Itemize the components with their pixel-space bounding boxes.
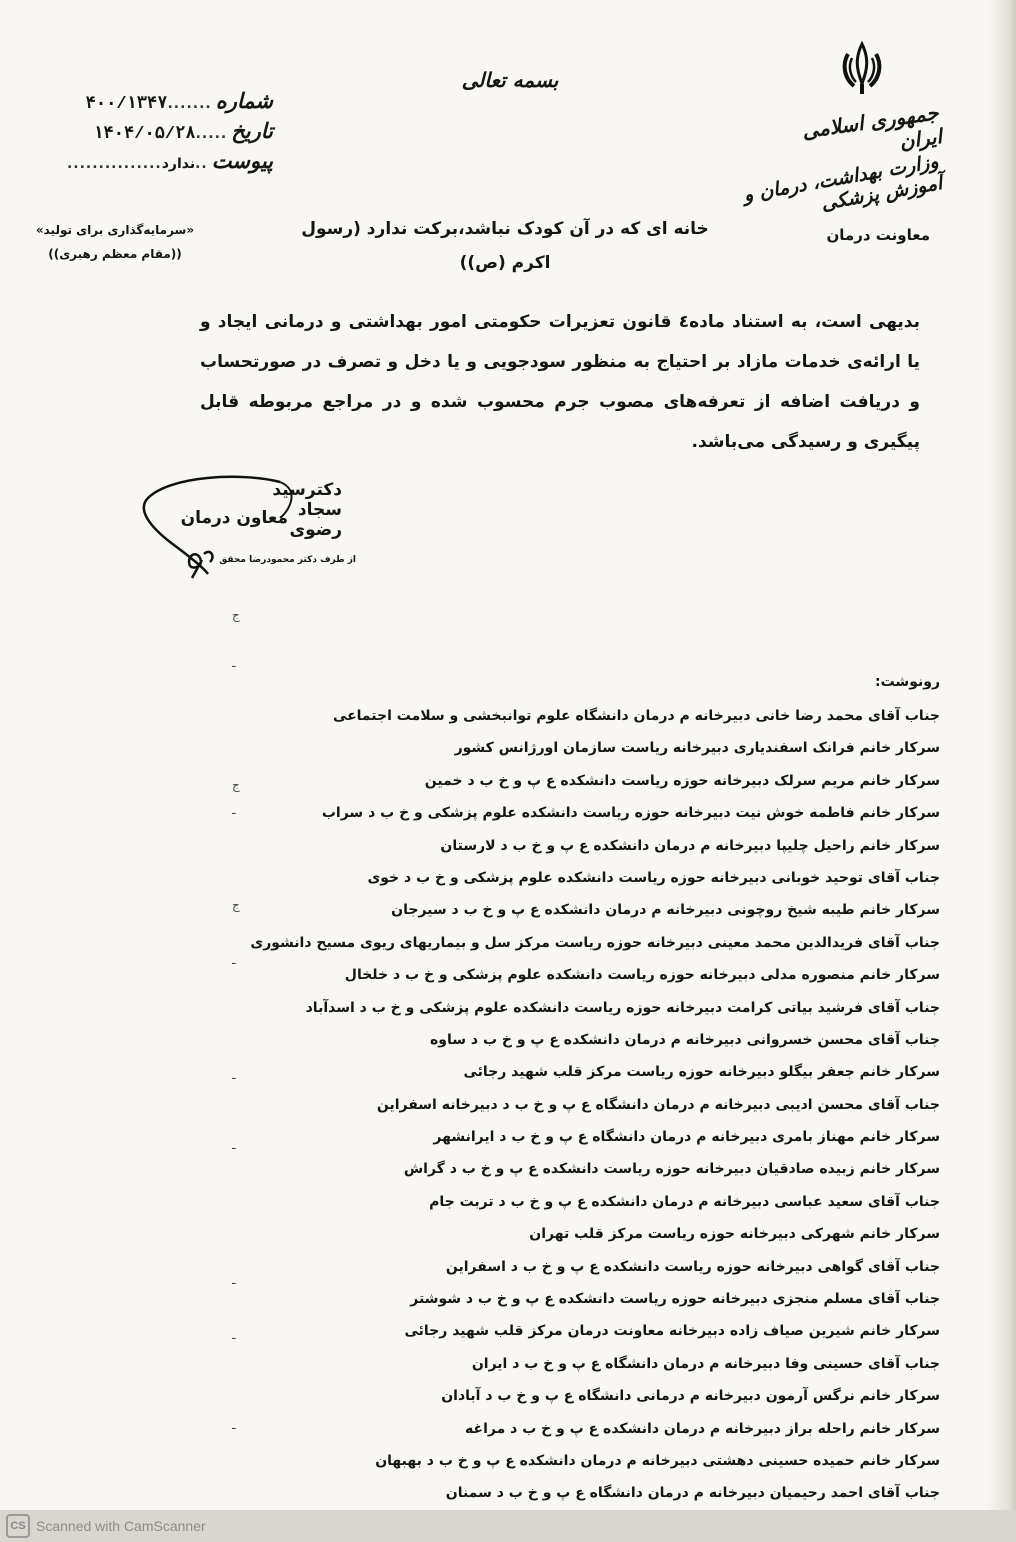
letter-meta (66, 88, 273, 178)
basmala: بسمه تعالی (461, 68, 559, 92)
hadith: خانه ای که در آن کودک نباشد،برکت ندارد (رسول اکرم (ص)) (301, 219, 709, 273)
cc-item: سرکار خانم شهرکی دبیرخانه حوزه ریاست مرکز قلب تهران (529, 1226, 940, 1243)
signatory-note: از طرف دکتر محمودرضا محقق (219, 555, 356, 565)
margin-mark: ـ (232, 1418, 236, 1432)
margin-mark: ـ (232, 953, 236, 967)
slogan (30, 218, 200, 266)
margin-mark: ج (232, 778, 240, 792)
deputy-title: معاونت درمان (826, 226, 930, 244)
cc-item: سرکار خانم فرانک اسفندیاری دبیرخانه ریاست سازمان اورژانس کشور (454, 740, 940, 757)
margin-mark: ـ (232, 803, 236, 817)
cc-list (250, 700, 940, 1510)
scanner-footer (0, 1510, 1016, 1542)
date-value: ۱۴۰۴/۰۵/۲۸ (93, 125, 196, 144)
attachment-row (66, 148, 273, 178)
signatory-title: معاون درمان (180, 508, 288, 528)
republic-title: جمهوری اسلامی ایران (800, 100, 944, 154)
number-label: شماره (215, 88, 273, 113)
cc-item: سرکار خانم فاطمه خوش نیت دبیرخانه حوزه ریاست دانشکده علوم پزشکی و خ ب د سراب (321, 805, 940, 822)
cc-item: سرکار خانم مهناز بامری دبیرخانه م درمان دانشگاه ع پ و خ ب د ایرانشهر (433, 1129, 940, 1146)
dots: ............... (66, 156, 162, 172)
letter-body: بدیهی است، به استناد ماده٤ قانون تعزیرات حکومتی امور بهداشتی و درمانی ایجاد و یا ارائه‌ی خدمات مازاد بر احتیاج به منظور سودجویی و یا دخل و تصرف در صورتحساب و دریافت اضافه از تعرفه‌های مصوب جرم محسوب شده و در مراجع مربوطه قابل پیگیری و رسیدگی می‌باشد. (200, 312, 921, 452)
attachment-label: پیوست (211, 148, 273, 173)
cc-item: جناب آقای سعید عباسی دبیرخانه م درمان دانشکده ع پ و خ ب د تربت جام (429, 1193, 940, 1210)
cc-item: سرکار خانم منصوره مدلی دبیرخانه حوزه ریاست دانشکده علوم پزشکی و خ ب د خلخال (344, 967, 940, 984)
cc-item: سرکار خانم جعفر بیگلو دبیرخانه حوزه ریاست مرکز قلب شهید رجائی (463, 1064, 940, 1081)
margin-mark: ـ (232, 1138, 236, 1152)
cc-item: جناب آقای احمد رحیمیان دبیرخانه م درمان دانشگاه ع پ و خ ب د سمنان (445, 1485, 940, 1502)
cc-item: سرکار خانم راحیل چلیپا دبیرخانه م درمان دانشکده ع پ و خ ب د لارستان (440, 837, 940, 854)
margin-mark: ـ (232, 656, 236, 670)
page-edge-shadow (986, 0, 1016, 1510)
dots: ..... (195, 126, 228, 142)
attachment-value: ندارد (161, 156, 196, 172)
number-value: ۴۰۰/۱۳۴۷ (85, 95, 168, 114)
camscanner-logo-icon: CS (6, 1514, 30, 1538)
cc-label: رونوشت: (875, 674, 940, 690)
date-label: تاریخ (231, 118, 273, 143)
ministry-title: وزارت بهداشت، درمان و آموزش پزشکی (741, 150, 944, 215)
scanner-watermark: Scanned with CamScanner (36, 1518, 206, 1534)
margin-mark: ـ (232, 1068, 236, 1082)
cc-item: جناب آقای گواهی دبیرخانه حوزه ریاست دانشکده ع پ و خ ب د اسفراین (445, 1258, 940, 1275)
cc-item: جناب آقای حسینی وفا دبیرخانه م درمان دانشگاه ع پ و خ ب د ایران (471, 1355, 940, 1372)
cc-item: جناب آقای محسن ادیبی دبیرخانه م درمان دانشگاه ع پ و خ ب د دبیرخانه اسفراین (376, 1096, 940, 1113)
cc-item: جناب آقای فریدالدین محمد معینی دبیرخانه حوزه ریاست مرکز سل و بیماریهای ریوی مسیح دانشوری (250, 934, 940, 951)
margin-mark: ج (232, 898, 240, 912)
emblem-icon (838, 40, 886, 96)
number-row (85, 88, 273, 118)
cc-item: سرکار خانم نرگس آرمون دبیرخانه م درمانی دانشگاه ع پ و خ ب د آبادان (441, 1388, 940, 1405)
slogan-attribution: ((مقام معظم رهبری)) (48, 247, 182, 261)
margin-marks (228, 608, 248, 1508)
cc-item: جناب آقای محسن خسروانی دبیرخانه م درمان دانشکده ع پ و خ ب د ساوه (430, 1031, 940, 1048)
cc-item: جناب آقای توحید خوبانی دبیرخانه حوزه ریاست دانشکده علوم پزشکی و خ ب د خوی (367, 869, 940, 886)
date-row (93, 118, 273, 148)
margin-mark: ـ (232, 1273, 236, 1287)
margin-mark: ـ (232, 1328, 236, 1342)
cc-item: سرکار خانم زبیده صادقیان دبیرخانه حوزه ریاست دانشکده ع پ و خ ب د گراش (403, 1161, 940, 1178)
cc-item: سرکار خانم حمیده حسینی دهشتی دبیرخانه م درمان دانشکده ع پ و خ ب د بهبهان (375, 1452, 940, 1469)
cc-item: جناب آقای محمد رضا خانی دبیرخانه م درمان دانشگاه علوم توانبخشی و سلامت اجتماعی (332, 708, 940, 724)
cc-item: سرکار خانم طیبه شیخ روچونی دبیرخانه م درمان دانشکده ع پ و خ ب د سیرجان (391, 902, 940, 919)
margin-mark: ج (232, 608, 240, 622)
signatory-name: دکترسید سجاد رضوی (272, 480, 342, 540)
dots: ....... (167, 96, 212, 112)
cc-item: جناب آقای مسلم منجزی دبیرخانه حوزه ریاست دانشکده ع پ و خ ب د شوشتر (410, 1291, 940, 1308)
slogan-line: «سرمایه‌گذاری برای تولید» (35, 223, 195, 237)
cc-item: سرکار خانم راحله براز دبیرخانه م درمان دانشکده ع پ و خ ب د مراغه (465, 1420, 940, 1437)
cc-item: سرکار خانم شیرین صیاف زاده دبیرخانه معاونت درمان مرکز قلب شهید رجائی (404, 1323, 940, 1340)
dots: .. (195, 156, 208, 172)
cc-item: جناب آقای فرشید بیاتی کرامت دبیرخانه حوزه ریاست دانشکده علوم پزشکی و خ ب د اسدآباد (305, 999, 940, 1016)
cc-item: سرکار خانم مریم سرلک دبیرخانه حوزه ریاست دانشکده ع پ و خ ب د خمین (424, 772, 940, 789)
